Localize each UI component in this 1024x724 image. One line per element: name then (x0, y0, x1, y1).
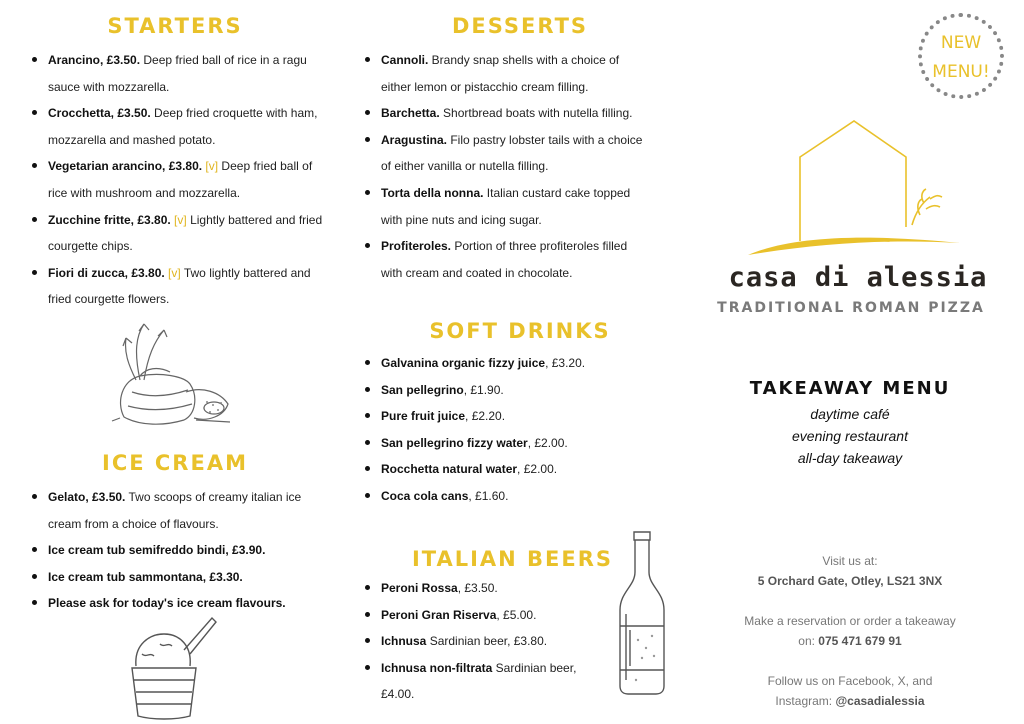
list-item: Please ask for today's ice cream flavours. (31, 590, 331, 617)
ice-cream-cup-illustration (126, 614, 222, 722)
list-item: Aragustina. Filo pastry lobster tails with a choice of either vanilla or nutella filling. (364, 127, 664, 180)
soft-drinks-list (364, 350, 664, 510)
beer-bottle-illustration (614, 530, 670, 696)
follow-label: Follow us on Facebook, X, and (767, 674, 933, 688)
ice-cream-list (31, 484, 331, 617)
brand-name: casa di alessia (728, 262, 988, 293)
address: 5 Orchard Gate, Otley, LS21 3NX (757, 574, 943, 588)
list-item: Vegetarian arancino, £3.80. [v] Deep fried ball of rice with mushroom and mozzarella. (31, 153, 331, 206)
list-item: Torta della nonna. Italian custard cake topped with pine nuts and icing sugar. (364, 180, 664, 233)
list-item: San pellegrino fizzy water, £2.00. (364, 430, 664, 457)
starters-heading: STARTERS (107, 14, 243, 38)
list-item: Profiteroles. Portion of three profiteroles filled with cream and coated in chocolate. (364, 233, 664, 286)
desserts-list (364, 47, 664, 286)
phone-number[interactable]: 075 471 679 91 (818, 634, 902, 648)
list-item: Ichnusa Sardinian beer, £3.80. (364, 628, 624, 655)
instagram-handle[interactable]: @casadialessia (835, 694, 925, 708)
wheat-sack-illustration (110, 322, 235, 427)
list-item: Ichnusa non-filtrata Sardinian beer, £4.00. (364, 655, 624, 708)
subtitle-daytime: daytime café (810, 406, 890, 422)
visit-label: Visit us at: (822, 554, 878, 568)
house-logo-icon (740, 115, 970, 265)
list-item: Crocchetta, £3.50. Deep fried croquette with ham, mozzarella and mashed potato. (31, 100, 331, 153)
list-item: Fiori di zucca, £3.80. [v] Two lightly battered and fried courgette flowers. (31, 260, 331, 313)
list-item: Cannoli. Brandy snap shells with a choice of either lemon or pistacchio cream filling. (364, 47, 664, 100)
italian-beers-heading: ITALIAN BEERS (411, 547, 614, 571)
takeaway-title: TAKEAWAY MENU (749, 378, 951, 399)
list-item: Rocchetta natural water, £2.00. (364, 456, 664, 483)
starters-list (31, 47, 331, 313)
desserts-heading: DESSERTS (451, 14, 589, 38)
soft-drinks-heading: SOFT DRINKS (429, 319, 611, 343)
list-item: Gelato, £3.50. Two scoops of creamy italian ice cream from a choice of flavours. (31, 484, 331, 537)
subtitle-evening: evening restaurant (792, 428, 908, 444)
brand-tagline: TRADITIONAL ROMAN PIZZA (717, 300, 985, 316)
badge-line-1: NEW (940, 33, 982, 53)
list-item: Ice cream tub semifreddo bindi, £3.90. (31, 537, 331, 564)
list-item: Galvanina organic fizzy juice, £3.20. (364, 350, 664, 377)
list-item: Arancino, £3.50. Deep fried ball of rice in a ragu sauce with mozzarella. (31, 47, 331, 100)
list-item: Peroni Rossa, £3.50. (364, 575, 624, 602)
instagram-line: Instagram: @casadialessia (775, 694, 925, 708)
phone-line: on: 075 471 679 91 (798, 634, 902, 648)
list-item: San pellegrino, £1.90. (364, 377, 664, 404)
badge-line-2: MENU! (932, 62, 990, 82)
list-item: Barchetta. Shortbread boats with nutella filling. (364, 100, 664, 127)
subtitle-takeaway: all-day takeaway (797, 450, 903, 466)
new-menu-badge (918, 13, 1004, 99)
list-item: Coca cola cans, £1.60. (364, 483, 664, 510)
list-item: Zucchine fritte, £3.80. [v] Lightly battered and fried courgette chips. (31, 207, 331, 260)
list-item: Ice cream tub sammontana, £3.30. (31, 564, 331, 591)
ice-cream-heading: ICE CREAM (102, 451, 248, 475)
reserve-label: Make a reservation or order a takeaway (744, 614, 956, 628)
beers-list (364, 575, 624, 708)
list-item: Pure fruit juice, £2.20. (364, 403, 664, 430)
list-item: Peroni Gran Riserva, £5.00. (364, 602, 624, 629)
